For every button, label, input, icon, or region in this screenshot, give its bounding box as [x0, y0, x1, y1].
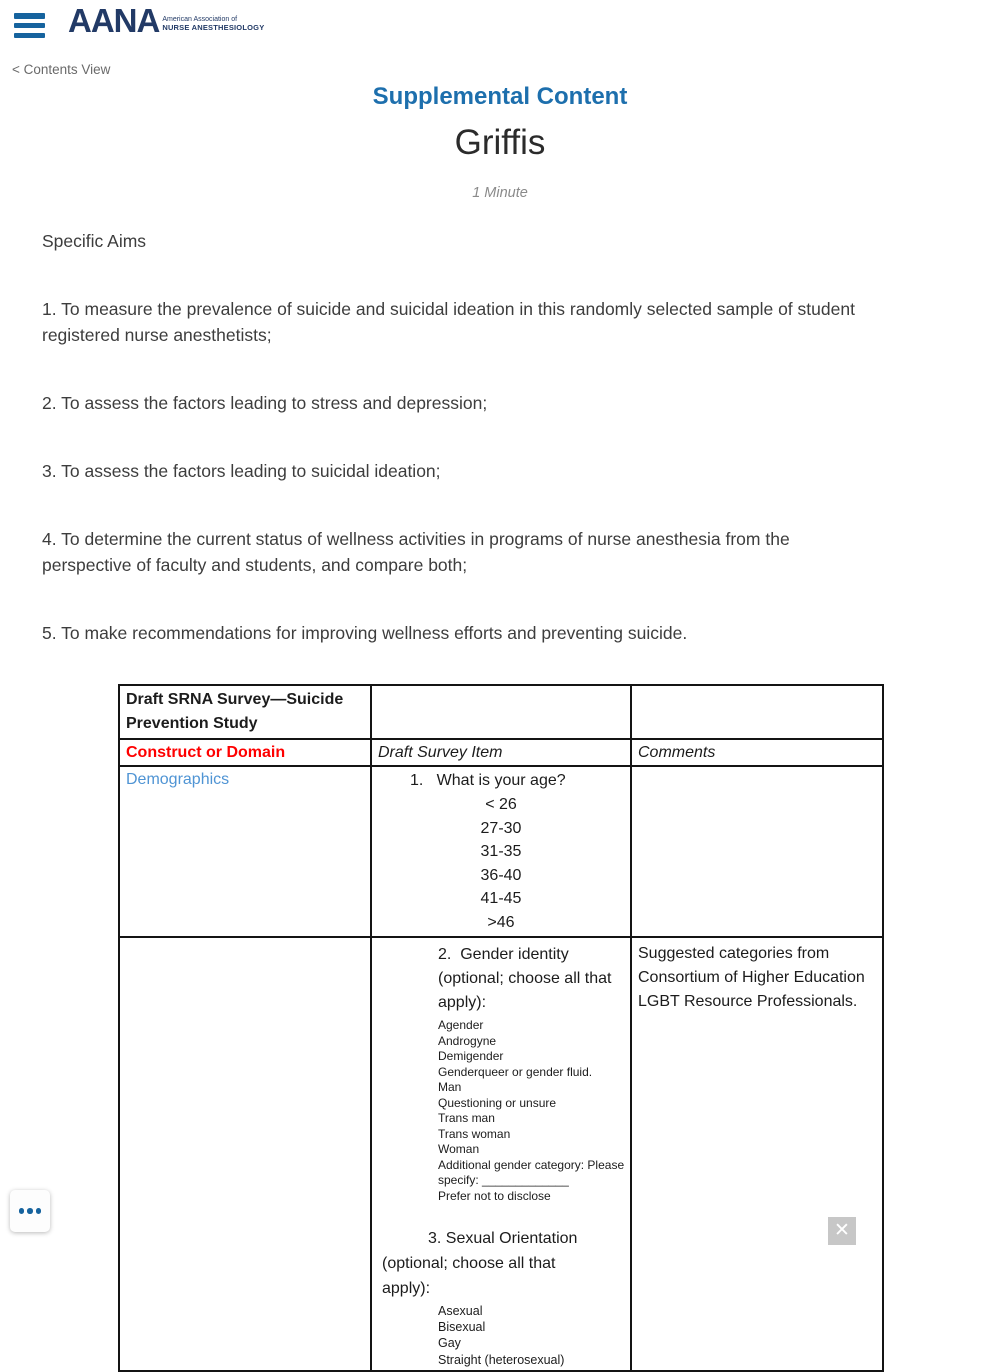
ellipsis-dot-icon: [27, 1208, 33, 1214]
aim-paragraph-3: 3. To assess the factors leading to suicidal ideation;: [42, 461, 441, 481]
gender-option: Questioning or unsure: [438, 1095, 557, 1110]
close-button[interactable]: ✕: [828, 1217, 856, 1245]
gender-option: Trans man: [438, 1111, 495, 1125]
construct-cell: [119, 937, 371, 1371]
aim-paragraph-2: 2. To assess the factors leading to stress and depression;: [42, 393, 488, 413]
gender-option: Man: [438, 1080, 462, 1094]
survey-item-cell: [371, 766, 631, 937]
table-title-cell: Draft SRNA Survey—Suicide Prevention Study: [119, 685, 371, 739]
age-option: 41-45: [480, 890, 522, 907]
age-option: 31-35: [480, 843, 522, 860]
aim-paragraph-1: 1. To measure the prevalence of suicide and suicidal ideation in this randomly selected sample of student registered nurse anesthetists;: [42, 299, 855, 345]
orientation-options-list: [438, 1303, 624, 1368]
aana-logo-wordmark: AANA: [68, 2, 160, 39]
ellipsis-dot-icon: [36, 1208, 42, 1214]
aim-paragraph-5: 5. To make recommendations for improving wellness efforts and preventing suicide.: [42, 623, 688, 643]
gender-option: Agender: [438, 1018, 484, 1032]
gender-options-list: [438, 1018, 628, 1204]
aim-paragraph-4: 4. To determine the current status of wellness activities in programs of nurse anesthesia from the perspective of faculty and students, and compare both;: [42, 529, 790, 575]
empty-cell: [631, 685, 883, 739]
ellipsis-dot-icon: [19, 1208, 25, 1214]
comments-cell: [631, 766, 883, 937]
question-gender-identity: 2. Gender identity (optional; choose all that apply):: [438, 946, 616, 1011]
contents-view-back-link[interactable]: < Contents View: [12, 62, 111, 77]
comments-cell: [631, 937, 883, 1371]
more-options-button[interactable]: [10, 1190, 50, 1232]
read-time: 1 Minute: [472, 185, 528, 201]
empty-cell: [371, 685, 631, 739]
section-heading: Specific Aims: [42, 231, 147, 251]
age-option: >46: [487, 913, 515, 931]
age-option: 27-30: [480, 819, 522, 837]
gender-option: Additional gender category: Please specify: _____________: [438, 1157, 625, 1187]
gender-option: Trans woman: [438, 1126, 511, 1141]
column-header-construct: Construct or Domain: [119, 739, 371, 766]
construct-cell: Demographics: [119, 766, 371, 937]
orientation-option: Straight (heterosexual): [438, 1352, 565, 1367]
orientation-option: Gay: [438, 1336, 461, 1351]
table-title-row: [119, 685, 883, 739]
draft-survey-table: [118, 684, 884, 1372]
question-sexual-orientation: 3. Sexual Orientation (optional; choose all that apply):: [382, 1230, 582, 1297]
age-option: 36-40: [480, 866, 522, 884]
gender-option: Demigender: [438, 1049, 504, 1063]
aana-logo-tagline: American Association of NURSE ANESTHESIOLOGY: [162, 16, 265, 32]
age-options-list: [378, 793, 624, 934]
column-header-item: Draft Survey Item: [371, 739, 631, 766]
table-row-demographics: [119, 766, 883, 937]
comments-text: Suggested categories from Consortium of Higher Education LGBT Resource Professionals.: [638, 945, 865, 1010]
page-kicker: Supplemental Content: [372, 83, 628, 110]
gender-option: Genderqueer or gender fluid.: [438, 1064, 593, 1079]
column-header-comments: Comments: [631, 739, 883, 766]
gender-option: Woman: [438, 1142, 480, 1156]
page-title: Griffis: [454, 123, 546, 162]
survey-item-cell: [371, 937, 631, 1371]
gender-option: Androgyne: [438, 1033, 497, 1048]
orientation-option: Asexual: [438, 1304, 483, 1318]
age-option: < 26: [485, 796, 517, 813]
question-age: 1. What is your age?: [410, 772, 566, 789]
table-row-gender-orientation: [119, 937, 883, 1371]
orientation-option: Bisexual: [438, 1320, 486, 1335]
gender-option: Prefer not to disclose: [438, 1188, 551, 1203]
table-header-row: [119, 739, 883, 766]
